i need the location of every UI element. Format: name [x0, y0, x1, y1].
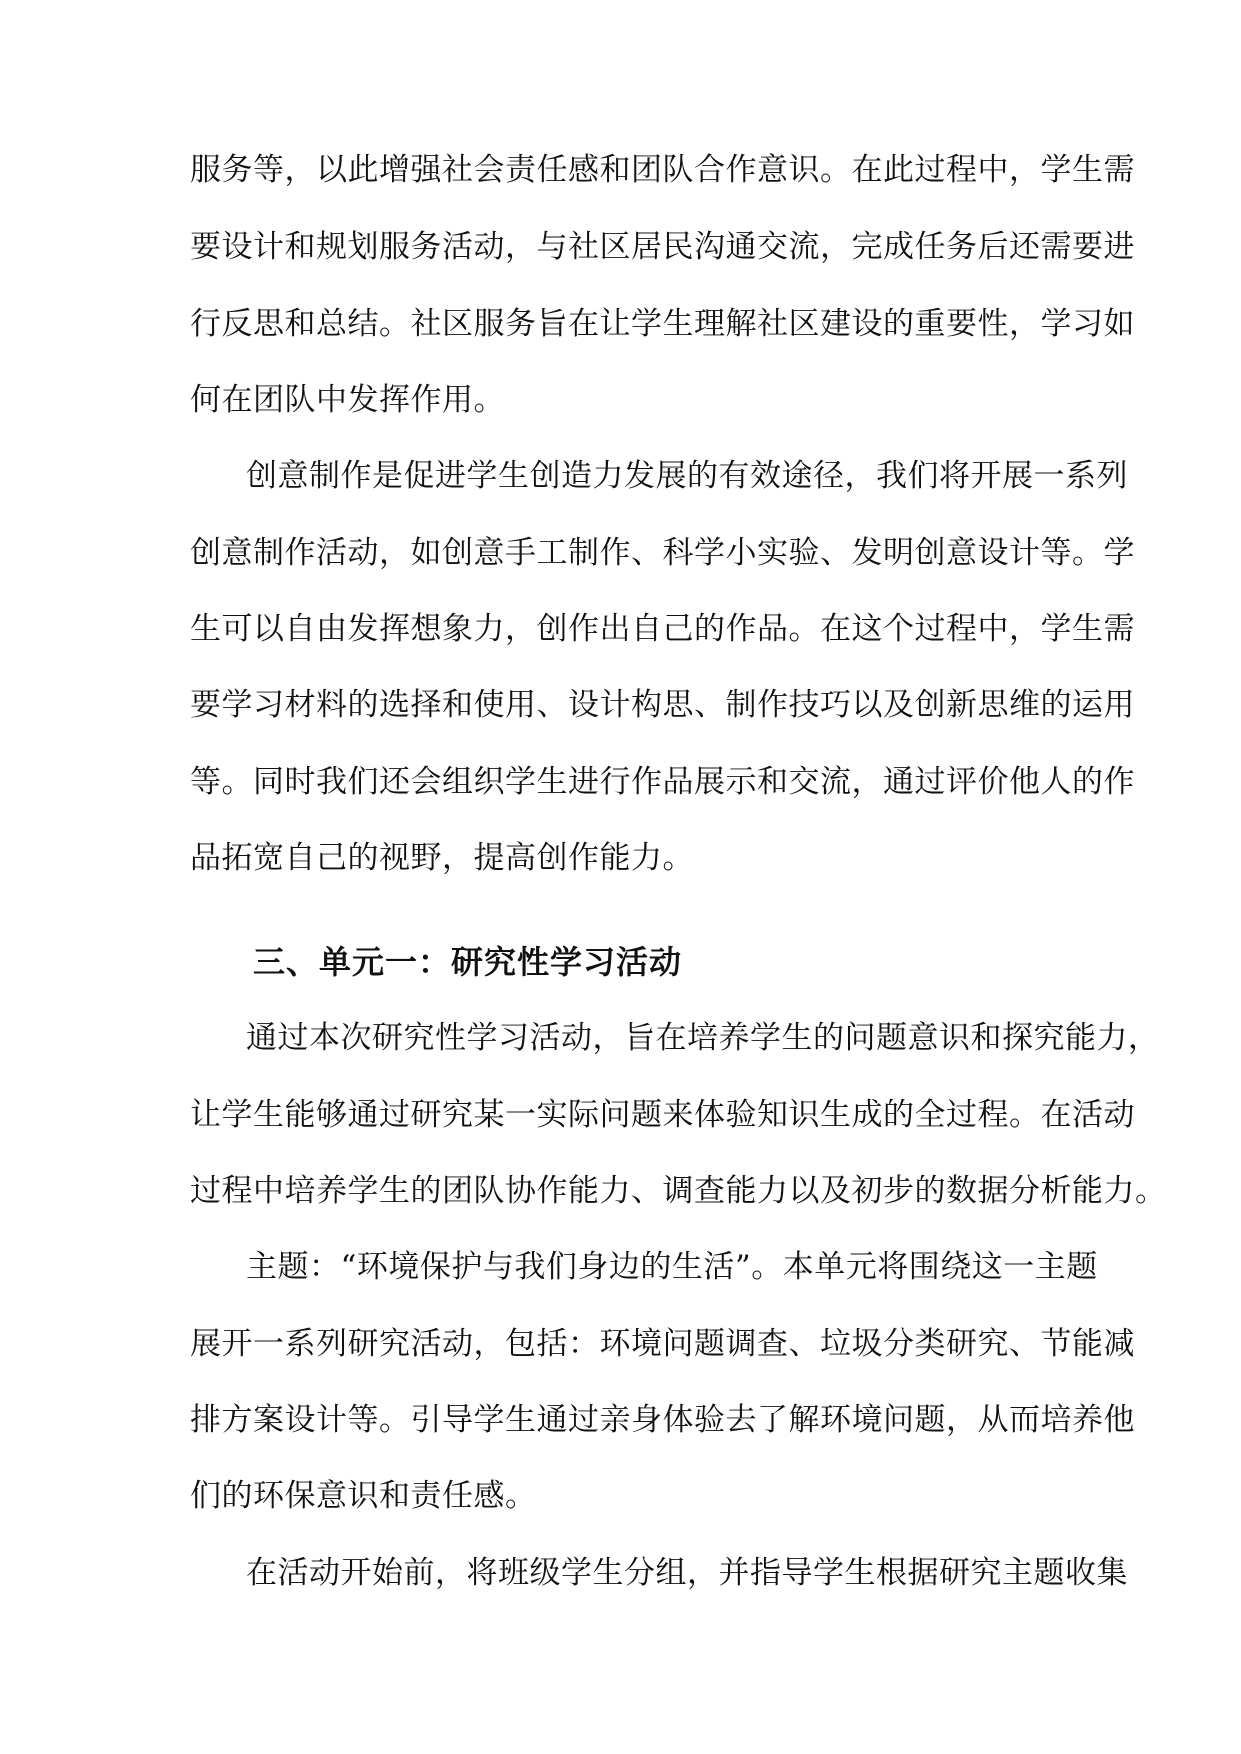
paragraph-4-line-2: 展开一系列研究活动，包括：环境问题调查、垃圾分类研究、节能减 — [190, 1326, 1135, 1362]
section-heading: 三、单元一：研究性学习活动 — [253, 943, 683, 981]
paragraph-1-line-1: 服务等，以此增强社会责任感和团队合作意识。在此过程中，学生需 — [190, 152, 1135, 188]
paragraph-1-line-4: 何在团队中发挥作用。 — [190, 382, 505, 418]
paragraph-2-line-2: 创意制作活动，如创意手工制作、科学小实验、发明创意设计等。学 — [190, 535, 1135, 571]
paragraph-2-line-5: 等。同时我们还会组织学生进行作品展示和交流，通过评价他人的作 — [190, 764, 1135, 800]
paragraph-4-line-3: 排方案设计等。引导学生通过亲身体验去了解环境问题，从而培养他 — [190, 1402, 1135, 1438]
paragraph-1-line-3: 行反思和总结。社区服务旨在让学生理解社区建设的重要性，学习如 — [190, 306, 1135, 342]
paragraph-3-line-1: 通过本次研究性学习活动，旨在培养学生的问题意识和探究能力， — [246, 1020, 1160, 1056]
paragraph-2-line-6: 品拓宽自己的视野，提高创作能力。 — [190, 840, 694, 876]
paragraph-5-line-1: 在活动开始前，将班级学生分组，并指导学生根据研究主题收集 — [246, 1555, 1128, 1591]
paragraph-4-line-4: 们的环保意识和责任感。 — [190, 1478, 537, 1514]
paragraph-2-line-4: 要学习材料的选择和使用、设计构思、制作技巧以及创新思维的运用 — [190, 687, 1135, 723]
paragraph-2-line-3: 生可以自由发挥想象力，创作出自己的作品。在这个过程中，学生需 — [190, 611, 1135, 647]
paragraph-4-line-1: 主题：“环境保护与我们身边的生活”。本单元将围绕这一主题 — [246, 1249, 1098, 1285]
paragraph-3-line-2: 让学生能够通过研究某一实际问题来体验知识生成的全过程。在活动 — [190, 1097, 1135, 1133]
paragraph-1-line-2: 要设计和规划服务活动，与社区居民沟通交流，完成任务后还需要进 — [190, 229, 1135, 265]
paragraph-2-line-1: 创意制作是促进学生创造力发展的有效途径，我们将开展一系列 — [246, 458, 1128, 494]
paragraph-3-line-3: 过程中培养学生的团队协作能力、调查能力以及初步的数据分析能力。 — [190, 1173, 1167, 1209]
